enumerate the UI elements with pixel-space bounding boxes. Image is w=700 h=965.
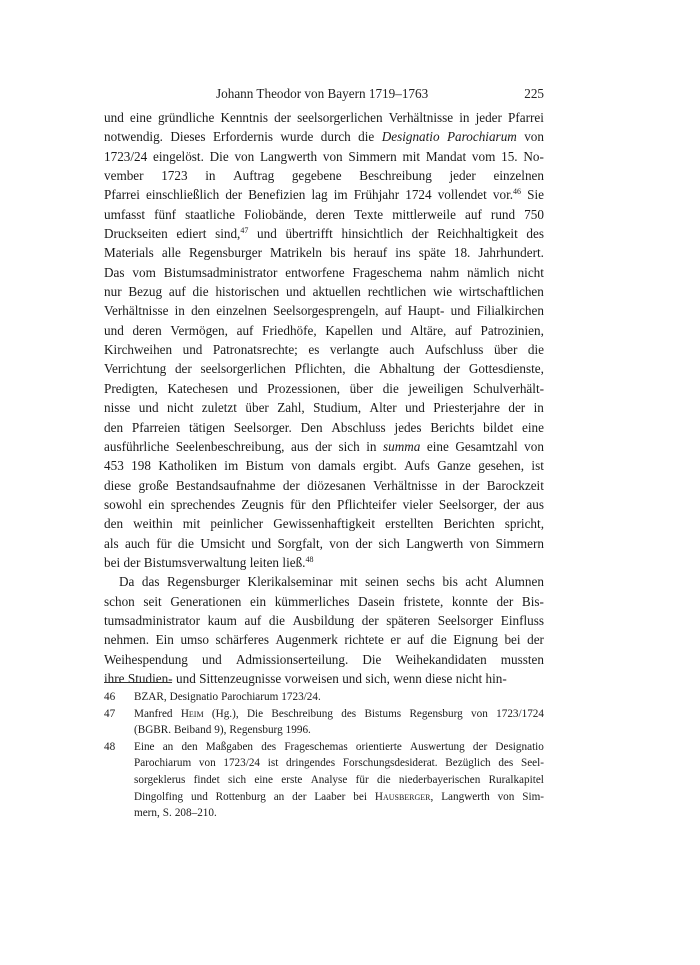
- body-line: 1723/24 eingelöst. Die von Langwerth von Simmern mit Mandat vom 15. No-: [104, 148, 544, 164]
- body-line: vember 1723 in Auftrag gegebene Beschreibung jeder einzelnen: [104, 168, 544, 184]
- footnote-line: Dingolfing und Rottenburg an der Laaber bei Hausberger, Langwerth von Sim-: [134, 790, 544, 803]
- body-line: und eine gründliche Kenntnis der seelsorgerlichen Verhältnisse in jeder Pfarrei: [104, 110, 544, 125]
- body-line: Pfarrei einschließlich der Benefizien lag im Frühjahr 1724 vollendet vor.$^{46}$ Sie: [104, 187, 544, 203]
- body-line: notwendig. Dieses Erfordernis wurde durch die Designatio Parochiarum von: [104, 129, 544, 145]
- body-line: und deren Vermögen, auf Friedhöfe, Kapellen und Altäre, auf Patrozinien,: [104, 322, 544, 338]
- body-line: nisse und nicht zuletzt über Zahl, Studium, Alter und Priesterjahre der in: [104, 400, 544, 416]
- running-title: Johann Theodor von Bayern 1719–1763: [216, 86, 429, 101]
- body-line: 453 198 Katholiken im Bistum von damals ergibt. Aufs Ganze gesehen, ist: [104, 458, 544, 474]
- body-line: Druckseiten ediert sind,$^{47}$ und übertrifft hinsichtlich der Reichhaltigkeit des: [104, 226, 544, 242]
- body-line: nehmen. Ein umso schärferes Augenmerk richtete er auf die Eignung bei der: [104, 632, 544, 648]
- footnote-rule: [104, 682, 172, 683]
- body-line: Weihespendung und Admissionserteilung. Die Weihekandidaten mussten: [104, 651, 544, 667]
- footnote-line: BZAR, Designatio Parochiarum 1723/24.: [134, 691, 321, 703]
- body-line: nur Bezug auf die historischen und aktuellen rechtlichen wie wirtschaftlichen: [104, 284, 544, 300]
- body-line: Da das Regensburger Klerikalseminar mit seinen sechs bis acht Alumnen: [119, 574, 544, 590]
- footnote: [104, 689, 544, 706]
- body-text: [104, 108, 544, 688]
- footnote-number: 48: [104, 740, 116, 753]
- body-line: bei der Bistumsverwaltung leiten ließ.$^{48}$: [104, 554, 314, 570]
- body-line: ihre Studien- und Sittenzeugnisse vorweisen und sich, wenn diese nicht hin-: [104, 670, 507, 686]
- body-line: schon seit Generationen ein kümmerliches Dasein fristete, konnte der Bis-: [104, 593, 544, 609]
- body-line: Verhältnisse in den einzelnen Seelsorgesprengeln, auf Haupt- und Filialkirchen: [104, 303, 544, 319]
- body-line: den Pfarreien tätigen Seelsorger. Den Abschluss jedes Berichts bildet eine: [104, 419, 544, 435]
- body-line: Predigten, Katechesen und Prozessionen, über die jeweiligen Schulverhält-: [104, 380, 544, 396]
- footnote: [104, 739, 544, 822]
- footnote-line: sorgeklerus findet sich eine erste Analyse für die niederbayerischen Ruralkapitel: [134, 773, 544, 786]
- footnote-number: 47: [104, 707, 116, 720]
- footnote-line: Parochiarum von 1723/24 ist dringendes Forschungsdesiderat. Bezüglich des Seel-: [134, 757, 544, 770]
- body-line: Verrichtung der seelsorgerlichen Pflichten, die Abhaltung der Gottesdienste,: [104, 361, 544, 377]
- body-line: diese große Bestandsaufnahme der diözesanen Verhältnisse in der Barockzeit: [104, 477, 544, 493]
- page-number: 225: [524, 86, 544, 101]
- body-line: Materials alle Regensburger Matrikeln bis herauf ins späte 18. Jahrhundert.: [104, 245, 544, 261]
- body-line: Kirchweihen und Patronatsrechte; es verlangte auch Aufschluss über die: [104, 342, 544, 358]
- body-line: als auch für die Umsicht und Sorgfalt, von der sich Langwerth von Simmern: [104, 535, 544, 551]
- footnote-number: 46: [104, 691, 116, 703]
- footnote-line: (BGBR. Beiband 9), Regensburg 1996.: [134, 724, 311, 737]
- footnote-line: mern, S. 208–210.: [134, 807, 217, 820]
- footnote-line: Manfred Heim (Hg.), Die Beschreibung des Bistums Regensburg von 1723/1724: [134, 707, 544, 720]
- footnote-line: Eine an den Maßgaben des Frageschemas orientierte Auswertung der Designatio: [134, 740, 544, 753]
- body-line: Das vom Bistumsadministrator entworfene Frageschema nahm nämlich nicht: [104, 264, 544, 280]
- footnotes: [104, 689, 544, 822]
- body-line: tumsadministrator kaum auf die Ausbildung der späteren Seelsorger Einfluss: [104, 612, 544, 628]
- body-line: sowohl ein sprechendes Zeugnis für den Pflichteifer vieler Seelsorger, der aus: [104, 496, 544, 512]
- body-line: umfasst fünf staatliche Foliobände, deren Texte mittlerweile auf rund 750: [104, 206, 544, 222]
- body-line: den weithin mit peinlicher Gewissenhaftigkeit erstellten Berichten spricht,: [104, 516, 544, 532]
- body-line: ausführliche Seelenbeschreibung, aus der sich in summa eine Gesamtzahl von: [104, 438, 544, 454]
- footnote: [104, 706, 544, 739]
